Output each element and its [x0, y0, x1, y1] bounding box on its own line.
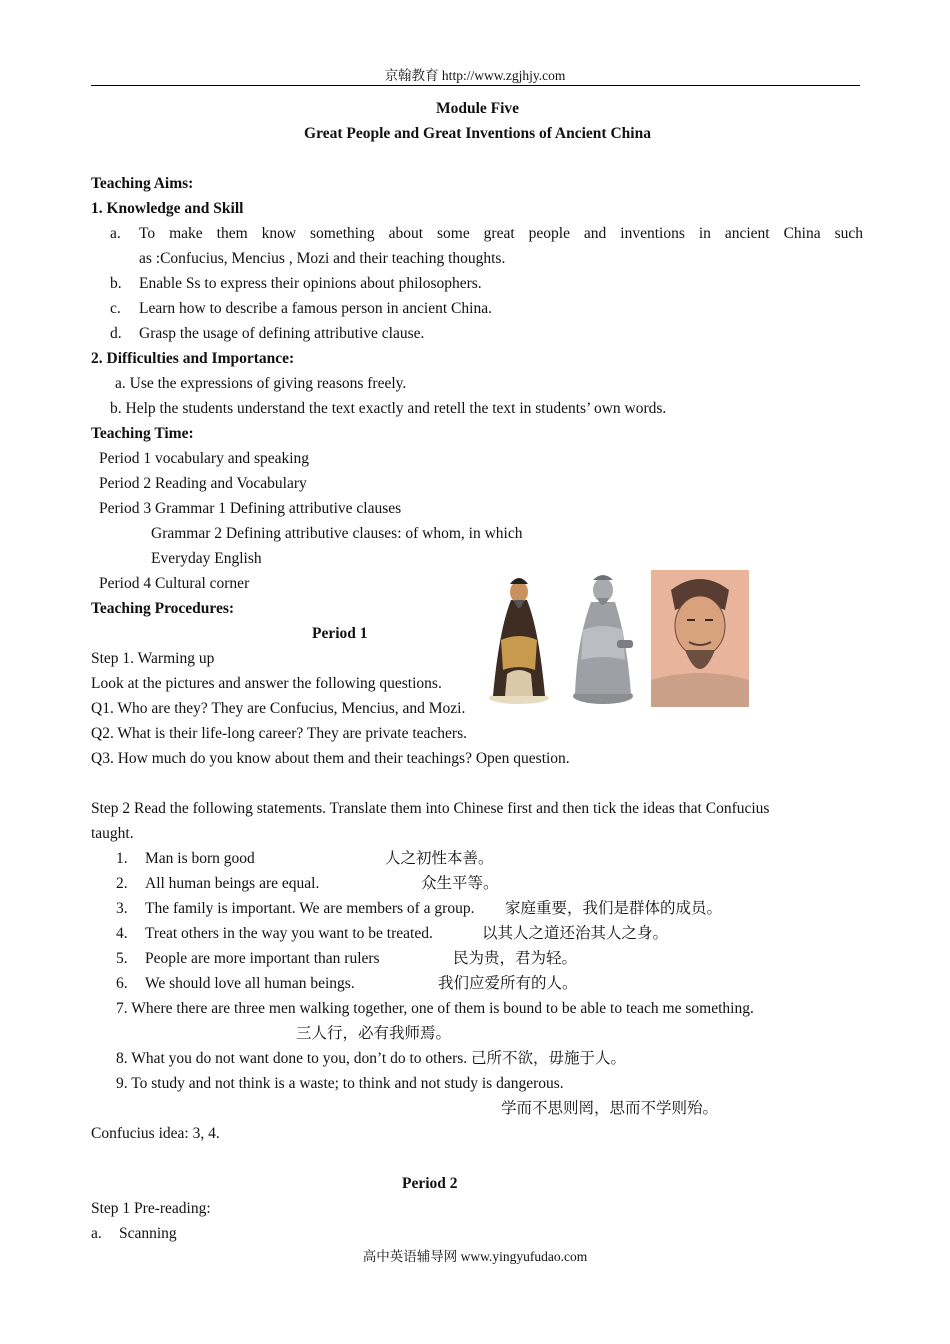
statement-number: 5.: [116, 950, 128, 967]
step2-line1: Step 2 Read the following statements. Translate them into Chinese first and then tick the ideas that Confucius: [91, 800, 770, 817]
knowledge-item-a-line2: as :Confucius, Mencius , Mozi and their teaching thoughts.: [139, 250, 506, 267]
statement-number: 4.: [116, 925, 128, 942]
knowledge-item-b: Enable Ss to express their opinions about philosophers.: [139, 275, 482, 292]
statement-7-zh: 三人行，必有我师焉。: [296, 1025, 452, 1042]
knowledge-heading: 1. Knowledge and Skill: [91, 200, 244, 217]
statement-8: [116, 1050, 626, 1068]
statement-number: 1.: [116, 850, 128, 867]
statement-9-en: 9. To study and not think is a waste; to think and not study is dangerous.: [116, 1075, 564, 1092]
module-subtitle: Great People and Great Inventions of Ancient China: [304, 125, 651, 142]
statement-7-en: 7. Where there are three men walking together, one of them is bound to be able to teach me something.: [116, 1000, 754, 1017]
mozi-portrait: [651, 570, 749, 707]
knowledge-marker-d: d.: [110, 325, 122, 342]
statement-zh: 我们应爱所有的人。: [438, 975, 578, 992]
question-q2: Q2. What is their life-long career? They are private teachers.: [91, 725, 467, 742]
question-q3: Q3. How much do you know about them and their teachings? Open question.: [91, 750, 570, 767]
statement-number: 2.: [116, 875, 128, 892]
period-line-3: Period 3 Grammar 1 Defining attributive clauses: [99, 500, 402, 517]
statement-en: Man is born good: [145, 850, 255, 867]
scanning-label: Scanning: [119, 1225, 177, 1242]
statement-zh: 以其人之道还治其人之身。: [482, 925, 669, 942]
statement-8-en: 8. What you do not want done to you, don’t do to others.: [116, 1050, 468, 1067]
statement-en: The family is important. We are members of a group.: [145, 900, 475, 917]
pictures-instruction: Look at the pictures and answer the following questions.: [91, 675, 442, 692]
period-line-4: Period 4 Cultural corner: [99, 575, 250, 592]
knowledge-marker-c: c.: [110, 300, 121, 317]
procedures-heading: Teaching Procedures:: [91, 600, 235, 617]
statement-zh: 众生平等。: [421, 875, 499, 892]
time-heading: Teaching Time:: [91, 425, 194, 442]
step1-warming-up: Step 1. Warming up: [91, 650, 215, 667]
difficulties-heading: 2. Difficulties and Importance:: [91, 350, 295, 367]
header-rule: [91, 85, 860, 86]
statement-zh: 人之初性本善。: [385, 850, 494, 867]
knowledge-item-c: Learn how to describe a famous person in ancient China.: [139, 300, 492, 317]
statement-number: 3.: [116, 900, 128, 917]
confucius-painting: [481, 570, 557, 706]
statement-zh: 民为贵，君为轻。: [453, 950, 578, 967]
period-line-3-everyday: Everyday English: [151, 550, 262, 567]
page-header: 京翰教育 http://www.zgjhjy.com: [384, 68, 566, 83]
aims-heading: Teaching Aims:: [91, 175, 194, 192]
confucius-answer: Confucius idea: 3, 4.: [91, 1125, 220, 1142]
page-footer: 高中英语辅导网 www.yingyufudao.com: [362, 1249, 588, 1264]
step2-line2: taught.: [91, 825, 134, 842]
scanning-marker: a.: [91, 1225, 102, 1242]
knowledge-marker-a: a.: [110, 225, 121, 242]
statement-zh: 家庭重要，我们是群体的成员。: [505, 900, 723, 917]
knowledge-item-a-line1: To make them know something about some great people and inventions in ancient China such: [139, 225, 863, 242]
difficulties-item-a: a. Use the expressions of giving reasons freely.: [115, 375, 407, 392]
period-line-1: Period 1 vocabulary and speaking: [99, 450, 310, 467]
question-q1: Q1. Who are they? They are Confucius, Mencius, and Mozi.: [91, 700, 466, 717]
statement-en: All human beings are equal.: [145, 875, 320, 892]
statement-8-zh: 己所不欲，毋施于人。: [471, 1050, 627, 1067]
period-line-2: Period 2 Reading and Vocabulary: [99, 475, 307, 492]
difficulties-item-b: b. Help the students understand the text exactly and retell the text in students’ own words.: [110, 400, 667, 417]
statement-en: People are more important than rulers: [145, 950, 380, 967]
mencius-statue: [565, 570, 641, 706]
statement-en: Treat others in the way you want to be treated.: [145, 925, 433, 942]
period-line-3-grammar2: Grammar 2 Defining attributive clauses: of whom, in which: [151, 525, 523, 542]
period2-step1: Step 1 Pre-reading:: [91, 1200, 211, 1217]
knowledge-item-d: Grasp the usage of defining attributive clause.: [139, 325, 425, 342]
knowledge-marker-b: b.: [110, 275, 122, 292]
period1-heading: Period 1: [312, 625, 368, 642]
period2-heading: Period 2: [402, 1175, 458, 1192]
statement-number: 6.: [116, 975, 128, 992]
statement-9-zh: 学而不思则罔，思而不学则殆。: [501, 1100, 719, 1117]
statement-en: We should love all human beings.: [145, 975, 355, 992]
module-title: Module Five: [435, 100, 520, 117]
